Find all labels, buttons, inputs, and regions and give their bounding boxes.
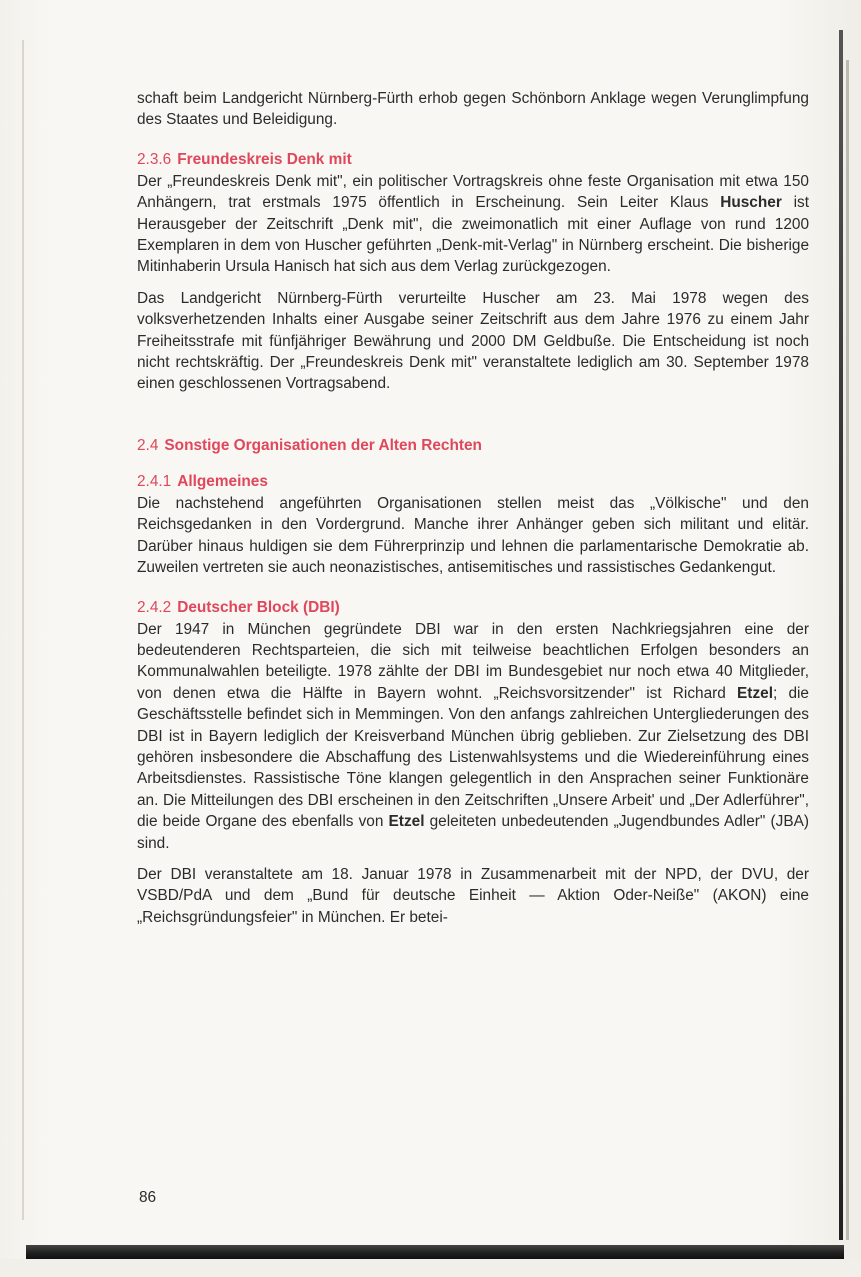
text-run: ; die Geschäftsstelle befindet sich in Memmingen. Von den anfangs zahlreichen Untergliederungen des DBI ist in Bayern lediglich der Kreisverband München übrig geblieben. Zur Zielsetzung des DBI gehören insbesondere die Abschaffung des Listenwahlsystems und die Wiedereinführung eines Arbeitsdienstes. Rassistische Töne klangen gelegentlich in den Ansprachen seiner Funktionäre an. Die Mitteilungen des DBI erscheinen in den Zeitschriften „Unsere Arbeit' und „Der Adlerführer", die beide Organe des ebenfalls von bbox=[137, 684, 809, 831]
intro-paragraph: schaft beim Landgericht Nürnberg-Fürth erhob gegen Schönborn Anklage wegen Verunglimpfung des Staates und Beleidigung. bbox=[137, 90, 809, 129]
page-bottom-edge bbox=[26, 1245, 844, 1259]
paragraph-dbi-2: Der DBI veranstaltete am 18. Januar 1978 in Zusammenarbeit mit der NPD, der DVU, der VSBD/PdA und dem „Bund für deutsche Einheit — Aktion Oder-Neiße" (AKON) eine „Reichsgründungsfeier" in München. Er betei- bbox=[137, 865, 809, 926]
text-run: Der 1947 in München gegründete DBI war in den ersten Nachkriegsjahren eine der bedeutenderen Rechtsparteien, die sich mit teilweise beachtlichen Erfolgen besonders an Kommunalwahlen beteiligte. 1978 zählte der DBI im Bundesgebiet nur noch etwa 40 Mitglieder, von denen etwa die Hälfte in Bayern wohnt. „Reichsvorsitzender" ist Richard bbox=[137, 620, 809, 702]
heading-number: 2.4.2 bbox=[137, 598, 172, 616]
heading-number: 2.3.6 bbox=[137, 150, 172, 168]
heading-title: Deutscher Block (DBI) bbox=[177, 598, 340, 616]
text-run: ist Herausgeber der Zeitschrift „Denk mit", die zweimonatlich mit einer Auflage von rund 1200 Exemplaren in dem von Huscher geführten „Denk-mit-Verlag" in Nürnberg erscheint. Die bisherige Mitinhaberin Ursula Hanisch hat sich aus dem Verlag zurückgezogen. bbox=[137, 194, 810, 276]
heading-title: Allgemeines bbox=[177, 472, 268, 490]
page-gutter-shadow bbox=[22, 40, 24, 1220]
page-right-edge bbox=[839, 30, 843, 1240]
page-number: 86 bbox=[139, 1189, 157, 1206]
paragraph-allgemeines: Die nachstehend angeführten Organisationen stellen meist das „Völkische" und den Reichsgedanken in den Vordergrund. Manche ihrer Anhänger geben sich militant und elitär. Darüber hinaus huldigen sie dem Führerprinzip und lehnen die parlamentarische Demokratie ab. Zuweilen vertreten sie auch neonazistisches, antisemitisches und rassistisches Gedankengut. bbox=[137, 494, 809, 577]
heading-2-4-2 bbox=[137, 597, 809, 619]
heading-2-4-1 bbox=[137, 471, 809, 493]
page-right-edge-shadow bbox=[846, 60, 849, 1240]
paragraph-denk-mit-2: Das Landgericht Nürnberg-Fürth verurteilte Huscher am 23. Mai 1978 wegen des volksverhetzenden Inhalts einer Ausgabe seiner Zeitschrift aus dem Jahre 1976 zu einem Jahr Freiheitsstrafe mit fünfjähriger Bewährung und 2000 DM Geldbuße. Die Entscheidung ist noch nicht rechtskräftig. Der „Freundeskreis Denk mit" veranstaltete lediglich am 30. September 1978 einen geschlossenen Vortragsabend. bbox=[137, 289, 809, 393]
heading-number: 2.4 bbox=[137, 436, 159, 454]
heading-2-4 bbox=[137, 435, 809, 457]
bold-name: Huscher bbox=[720, 194, 782, 212]
heading-2-3-6 bbox=[137, 149, 809, 171]
paragraph-denk-mit-1 bbox=[137, 171, 809, 278]
page-bottom-margin bbox=[0, 1259, 861, 1277]
text-run: Der „Freundeskreis Denk mit", ein politischer Vortragskreis ohne feste Organisation mit etwa 150 Anhängern, trat erstmals 1975 öffentlich in Erscheinung. Sein Leiter Klaus bbox=[137, 172, 809, 212]
text-run: geleiteten unbedeutenden „Jugendbundes Adler" (JBA) sind. bbox=[137, 813, 809, 852]
heading-title: Freundeskreis Denk mit bbox=[177, 150, 352, 168]
page-content bbox=[137, 88, 809, 928]
paragraph-dbi-1 bbox=[137, 619, 809, 854]
heading-number: 2.4.1 bbox=[137, 472, 172, 490]
bold-name: Etzel bbox=[388, 813, 425, 831]
heading-title: Sonstige Organisationen der Alten Rechten bbox=[164, 436, 482, 454]
bold-name: Etzel bbox=[737, 684, 773, 702]
